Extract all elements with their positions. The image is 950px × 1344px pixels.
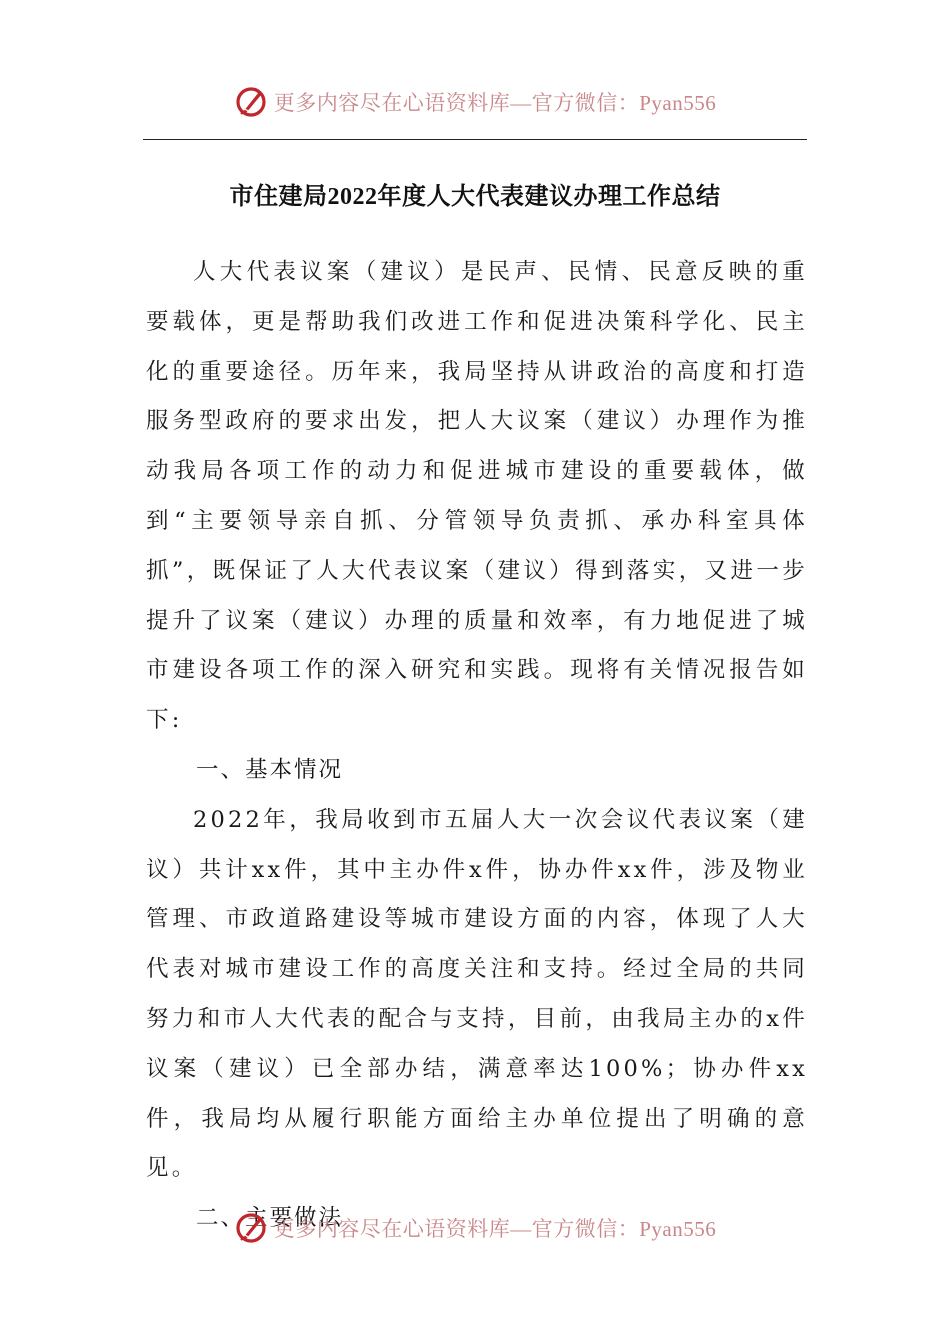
footer-watermark-text: 更多内容尽在心语资料库—官方微信：Pyan556 — [273, 1217, 717, 1241]
section1-paragraph: 2022年，我局收到市五届人大一次会议代表议案（建议）共计xx件，其中主办件x件，协办件xx件，涉及物业管理、市政道路建设等城市建设方面的内容，体现了人大代表对城市建设工作的高度关注和支持。经过全局的共同努力和市人大代表的配合与支持，目前，由我局主办的x件议案（建议）已全部办结，满意率达100%；协办件xx件，我局均从履行职能方面给主办单位提出了明确的意见。 — [146, 806, 808, 1182]
header-watermark — [0, 82, 950, 122]
quill-logo-icon — [234, 85, 268, 119]
header-watermark-text: 更多内容尽在心语资料库—官方微信：Pyan556 — [273, 91, 717, 115]
footer-watermark — [0, 1208, 950, 1248]
document-body — [146, 248, 808, 1244]
intro-paragraph: 人大代表议案（建议）是民声、民情、民意反映的重要载体，更是帮助我们改进工作和促进决策科学化、民主化的重要途径。历年来，我局坚持从讲政治的高度和打造服务型政府的要求出发，把人大议案（建议）办理作为推动我局各项工作的动力和促进城市建设的重要载体，做到“主要领导亲自抓、分管领导负责抓、承办科室具体抓”，既保证了人大代表议案（建议）得到落实，又进一步提升了议案（建议）办理的质量和效率，有力地促进了城市建设各项工作的深入研究和实践。现将有关情况报告如下: — [146, 259, 808, 734]
quill-logo-icon — [234, 1211, 268, 1245]
section1-heading: 一、基本情况 — [196, 756, 344, 783]
document-title: 市住建局2022年度人大代表建议办理工作总结 — [229, 184, 721, 210]
header-divider — [143, 139, 807, 140]
section2-heading: 二、主要做法 — [196, 1205, 344, 1232]
